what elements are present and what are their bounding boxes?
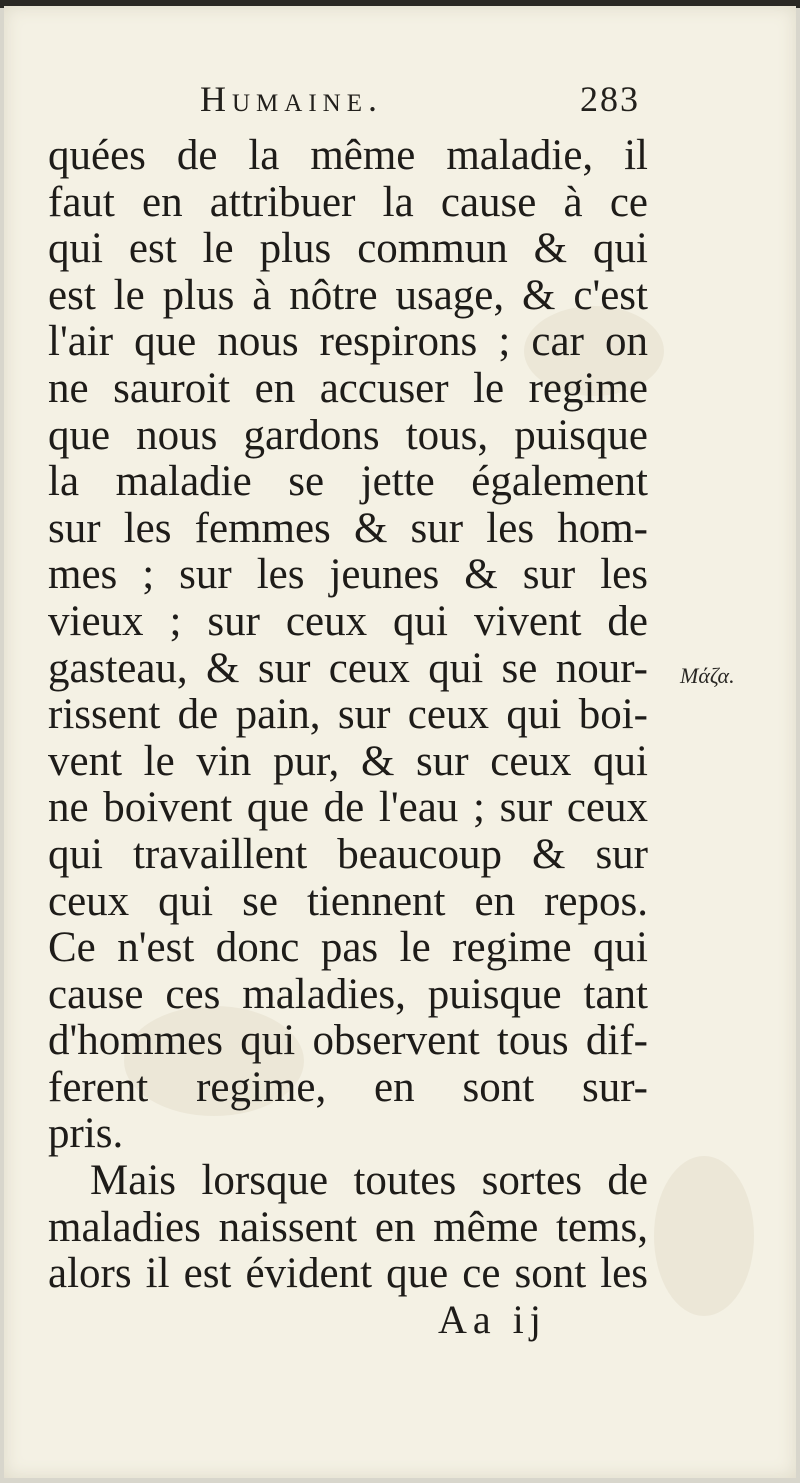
text-line: mes ; sur les jeunes & sur les (48, 551, 648, 599)
text-line: est le plus à nôtre usage, & c'est (48, 271, 648, 319)
text-line: quées de la même maladie, il (48, 132, 648, 179)
text-line: vent le vin pur, & sur ceux qui (48, 737, 648, 785)
text-line: Ce n'est donc pas le regime qui (48, 924, 648, 972)
text-line: Mais lorsque toutes sortes de (90, 1157, 648, 1205)
text-line: ferent regime, en sont sur- (48, 1063, 648, 1111)
text-line: faut en attribuer la cause à ce (48, 178, 648, 226)
text-line: ne boivent que de l'eau ; sur ceux (48, 784, 648, 832)
signature-mark: Aa ij (438, 1297, 547, 1342)
text-line: ne sauroit en accuser le regime (48, 364, 648, 412)
page-number: 283 (580, 79, 640, 119)
text-line: l'air que nous respirons ; car on (48, 318, 648, 366)
text-line: la maladie se jette également (48, 458, 648, 506)
text-line: qui travaillent beaucoup & sur (48, 830, 648, 878)
body-text (48, 133, 648, 1298)
text-line: que nous gardons tous, puisque (48, 411, 648, 459)
text-line: sur les femmes & sur les hom- (48, 504, 648, 552)
text-line: ceux qui se tiennent en repos. (48, 877, 648, 925)
running-head-title: Humaine. (200, 79, 383, 119)
text-line: maladies naissent en même tems, (48, 1203, 648, 1251)
running-head (200, 78, 640, 126)
text-line: cause ces maladies, puisque tant (48, 970, 648, 1018)
text-line: alors il est évident que ce sont les (48, 1250, 648, 1298)
text-line: vieux ; sur ceux qui vivent de (48, 597, 648, 645)
text-line: gasteau, & sur ceux qui se nour- (48, 644, 648, 692)
margin-note: Μάζα. (680, 663, 735, 688)
text-line: pris. (48, 1110, 124, 1158)
text-line: rissent de pain, sur ceux qui boi- (48, 691, 648, 739)
text-line: d'hommes qui observent tous dif- (48, 1017, 648, 1065)
paper-stain (654, 1156, 754, 1316)
text-line: qui est le plus commun & qui (48, 225, 648, 273)
